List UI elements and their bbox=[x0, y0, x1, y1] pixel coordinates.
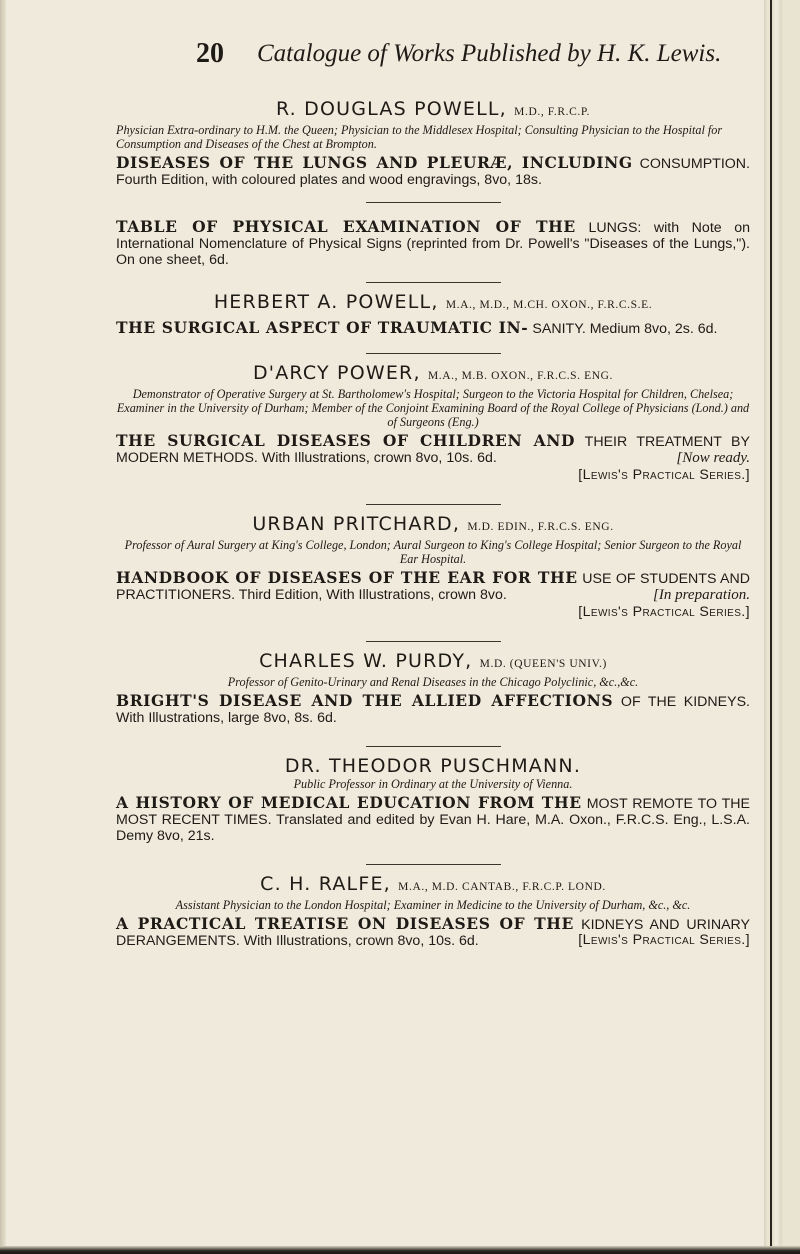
book-details: KIDNEYS AND URINARY DERANGEMENTS. With Illustrations, crown 8vo, 10s. 6d. bbox=[116, 917, 751, 949]
book-title: A PRACTICAL TREATISE ON DISEASES OF THE bbox=[116, 914, 574, 933]
catalogue-entry bbox=[116, 291, 750, 337]
catalogue-entry bbox=[116, 362, 750, 484]
author-name: C. H. RALFE, bbox=[260, 873, 391, 895]
author-affiliation: Public Professor in Ordinary at the University of Vienna. bbox=[293, 777, 573, 791]
section-divider bbox=[366, 353, 501, 354]
section-divider bbox=[366, 864, 501, 865]
author-name: R. DOUGLAS POWELL, bbox=[275, 98, 507, 120]
book-details: SANITY. Medium 8vo, 2s. 6d. bbox=[532, 321, 718, 337]
author-affiliation: Professor of Aural Surgery at King's College, London; Aural Surgeon to King's College Hospital; Senior Surgeon to the Royal Ear Hospital. bbox=[124, 538, 742, 566]
catalogue-entry bbox=[116, 98, 750, 188]
author-credentials: M.A., M.D. CANTAB., F.R.C.P. LOND. bbox=[398, 881, 606, 893]
author-credentials: M.A., M.D., M.CH. OXON., F.R.C.S.E. bbox=[445, 299, 653, 311]
author-line bbox=[116, 755, 750, 777]
section-divider bbox=[366, 504, 501, 505]
author-line bbox=[116, 513, 750, 538]
book-title: BRIGHT'S DISEASE AND THE ALLIED AFFECTIONS bbox=[116, 691, 614, 710]
book-title: A HISTORY OF MEDICAL EDUCATION FROM THE bbox=[116, 793, 582, 812]
author-line bbox=[116, 291, 750, 316]
section-divider bbox=[366, 641, 501, 642]
author-credentials: M.D. (QUEEN'S UNIV.) bbox=[479, 658, 607, 670]
author-affiliation: Professor of Genito-Urinary and Renal Diseases in the Chicago Polyclinic, &c.,&c. bbox=[227, 675, 639, 689]
page-right-edge bbox=[764, 0, 782, 1254]
author-line bbox=[116, 873, 750, 898]
book-description bbox=[116, 693, 750, 726]
author-name: HERBERT A. POWELL, bbox=[213, 291, 439, 313]
author-line bbox=[116, 362, 750, 387]
catalogue-entry bbox=[116, 873, 750, 949]
book-details: USE OF STUDENTS AND PRACTITIONERS. Third Edition, With Illustrations, crown 8vo. bbox=[116, 571, 750, 603]
publication-status: [Now ready. bbox=[676, 450, 750, 466]
series-row bbox=[116, 467, 750, 484]
book-details: CONSUMPTION. Fourth Edition, with coloured plates and wood engravings, 8vo, 18s. bbox=[116, 156, 750, 188]
author-affiliation: Physician Extra-ordinary to H.M. the Queen; Physician to the Middlesex Hospital; Consulting Physician to the Hospital for Consumption and Diseases of the Chest at Brompton. bbox=[116, 123, 723, 151]
author-line bbox=[116, 98, 750, 123]
author-credentials: M.A., M.B. OXON., F.R.C.S. ENG. bbox=[427, 370, 614, 382]
author-credentials: M.D. EDIN., F.R.C.S. ENG. bbox=[467, 521, 614, 533]
page-left-edge bbox=[0, 0, 6, 1254]
publication-status: [In preparation. bbox=[653, 587, 750, 603]
catalogue-entries bbox=[116, 90, 750, 949]
book-title: HANDBOOK OF DISEASES OF THE EAR FOR THE bbox=[116, 568, 578, 587]
author-name: D'ARCY POWER, bbox=[252, 362, 421, 384]
section-divider bbox=[366, 746, 501, 747]
author-name: DR. THEODOR PUSCHMANN. bbox=[284, 755, 582, 777]
page-binding-line bbox=[770, 0, 772, 1254]
book-details: LUNGS: with Note on International Nomenclature of Physical Signs (reprinted from Dr. Powell's "Diseases of the Lungs,"). On one sheet, 6d. bbox=[116, 220, 750, 268]
book-details: OF THE KIDNEYS. With Illustrations, large 8vo, 8s. 6d. bbox=[116, 694, 751, 726]
catalogue-entry bbox=[116, 650, 750, 726]
book-details: THEIR TREATMENT BY MODERN METHODS. With Illustrations, crown 8vo, 10s. 6d. bbox=[116, 434, 750, 466]
book-details: MOST REMOTE TO THE MOST RECENT TIMES. Translated and edited by Evan H. Hare, M.A. Oxon., F.R.C.S. Eng., L.S.A. Demy 8vo, 21s. bbox=[116, 796, 751, 844]
book-description bbox=[116, 219, 750, 268]
book-description bbox=[116, 155, 750, 188]
catalogue-entry bbox=[116, 513, 750, 621]
catalogue-entry bbox=[116, 219, 750, 268]
section-divider bbox=[366, 202, 501, 203]
book-title: THE SURGICAL ASPECT OF TRAUMATIC IN- bbox=[116, 318, 529, 337]
author-name: URBAN PRITCHARD, bbox=[252, 513, 461, 535]
author-name: CHARLES W. PURDY, bbox=[259, 650, 473, 672]
book-title: THE SURGICAL DISEASES OF CHILDREN AND bbox=[116, 431, 576, 450]
author-affiliation: Demonstrator of Operative Surgery at St. Bartholomew's Hospital; Surgeon to the Victoria Hospital for Children, Chelsea; Examiner in the University of Durham; Member of the Conjoint Examining Board of the Royal College of Physicians (Lond.) and of Surgeons (Eng.) bbox=[116, 387, 750, 429]
series-row bbox=[116, 604, 750, 621]
running-title: Catalogue of Works Published by H. K. Lewis. bbox=[257, 40, 722, 67]
page-number: 20 bbox=[196, 38, 224, 69]
section-divider bbox=[366, 282, 501, 283]
author-line bbox=[116, 650, 750, 675]
author-credentials: M.D., F.R.C.P. bbox=[514, 106, 591, 118]
book-description bbox=[116, 795, 750, 844]
page-bottom-edge bbox=[0, 1246, 800, 1254]
page-header bbox=[0, 38, 800, 74]
catalogue-entry bbox=[116, 755, 750, 844]
book-title: TABLE OF PHYSICAL EXAMINATION OF THE bbox=[116, 217, 576, 236]
series-label: [Lewis's Practical Series.] bbox=[578, 467, 750, 483]
series-label: [Lewis's Practical Series.] bbox=[578, 932, 750, 948]
book-description bbox=[116, 320, 750, 337]
book-title: DISEASES OF THE LUNGS AND PLEURÆ, INCLUDING bbox=[116, 153, 633, 172]
author-affiliation: Assistant Physician to the London Hospital; Examiner in Medicine to the University of Durham, &c., &c. bbox=[175, 898, 691, 912]
series-label: [Lewis's Practical Series.] bbox=[578, 604, 750, 620]
